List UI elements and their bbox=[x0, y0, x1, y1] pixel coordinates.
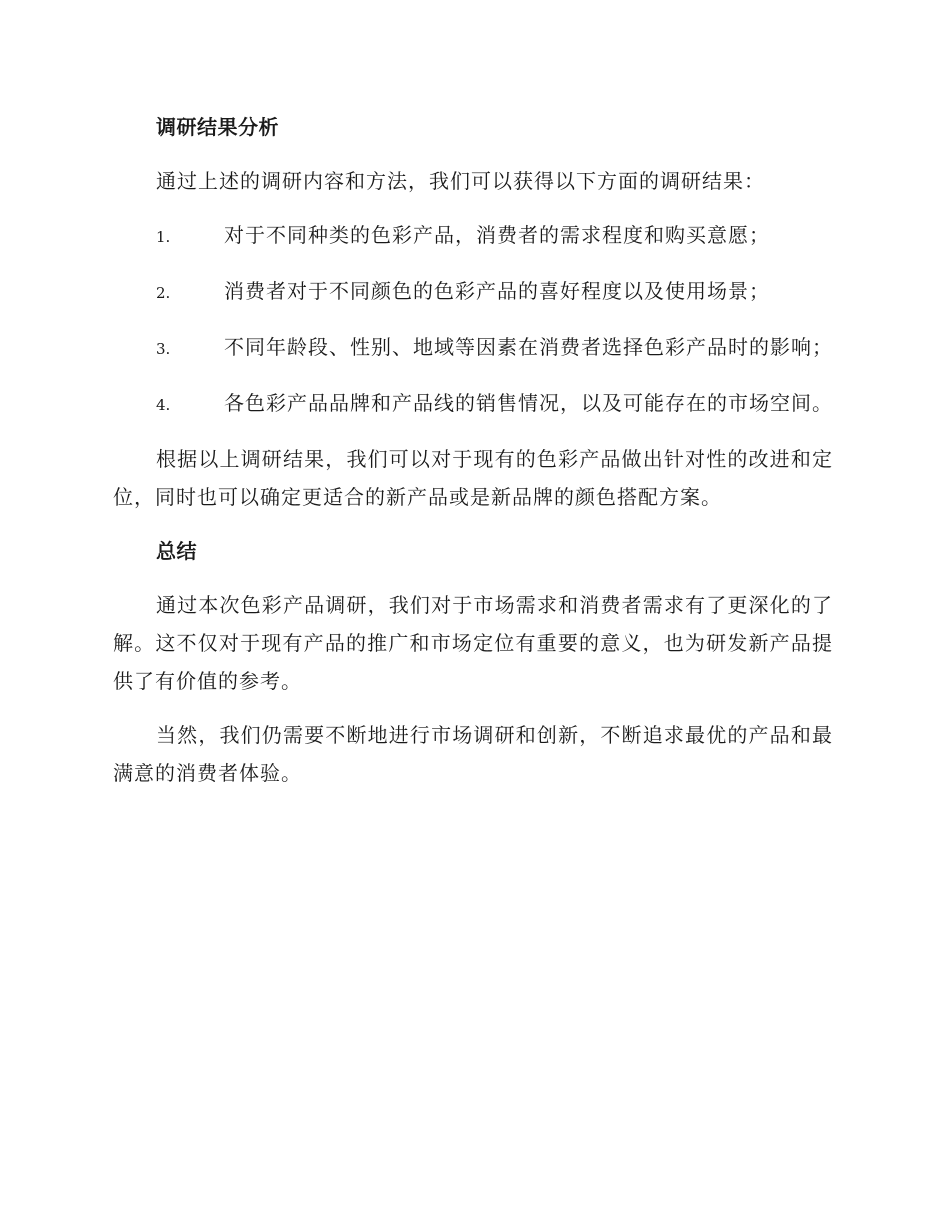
results-intro-paragraph: 通过上述的调研内容和方法，我们可以获得以下方面的调研结果： bbox=[156, 169, 765, 193]
list-item-text: 对于不同种类的色彩产品，消费者的需求程度和购买意愿； bbox=[224, 223, 770, 247]
list-item-number: 2. bbox=[156, 284, 171, 302]
summary-paragraph-1: 通过本次色彩产品调研，我们对于市场需求和消费者需求有了更深化的了解。这不仅对于现有产品的推广和市场定位有重要的意义，也为研发新产品提供了有价值的参考。 bbox=[113, 593, 833, 693]
section-heading-results: 调研结果分析 bbox=[156, 115, 279, 139]
list-item-number: 1. bbox=[156, 228, 171, 246]
results-list bbox=[113, 216, 833, 424]
list-item bbox=[113, 272, 833, 312]
document-page bbox=[113, 108, 833, 808]
results-conclusion-paragraph: 根据以上调研结果，我们可以对于现有的色彩产品做出针对性的改进和定位，同时也可以确定更适合的新产品或是新品牌的颜色搭配方案。 bbox=[113, 447, 833, 509]
list-item bbox=[113, 328, 833, 368]
list-item-number: 3. bbox=[156, 340, 171, 358]
list-item bbox=[113, 384, 833, 424]
list-item-number: 4. bbox=[156, 396, 171, 414]
list-item-text: 不同年龄段、性别、地域等因素在消费者选择色彩产品时的影响； bbox=[224, 335, 833, 359]
section-heading-summary: 总结 bbox=[156, 539, 197, 563]
list-item-text: 消费者对于不同颜色的色彩产品的喜好程度以及使用场景； bbox=[224, 279, 770, 303]
list-item-text: 各色彩产品品牌和产品线的销售情况，以及可能存在的市场空间。 bbox=[224, 391, 833, 415]
list-item bbox=[113, 216, 833, 256]
summary-paragraph-2: 当然，我们仍需要不断地进行市场调研和创新，不断追求最优的产品和最满意的消费者体验。 bbox=[113, 723, 833, 785]
